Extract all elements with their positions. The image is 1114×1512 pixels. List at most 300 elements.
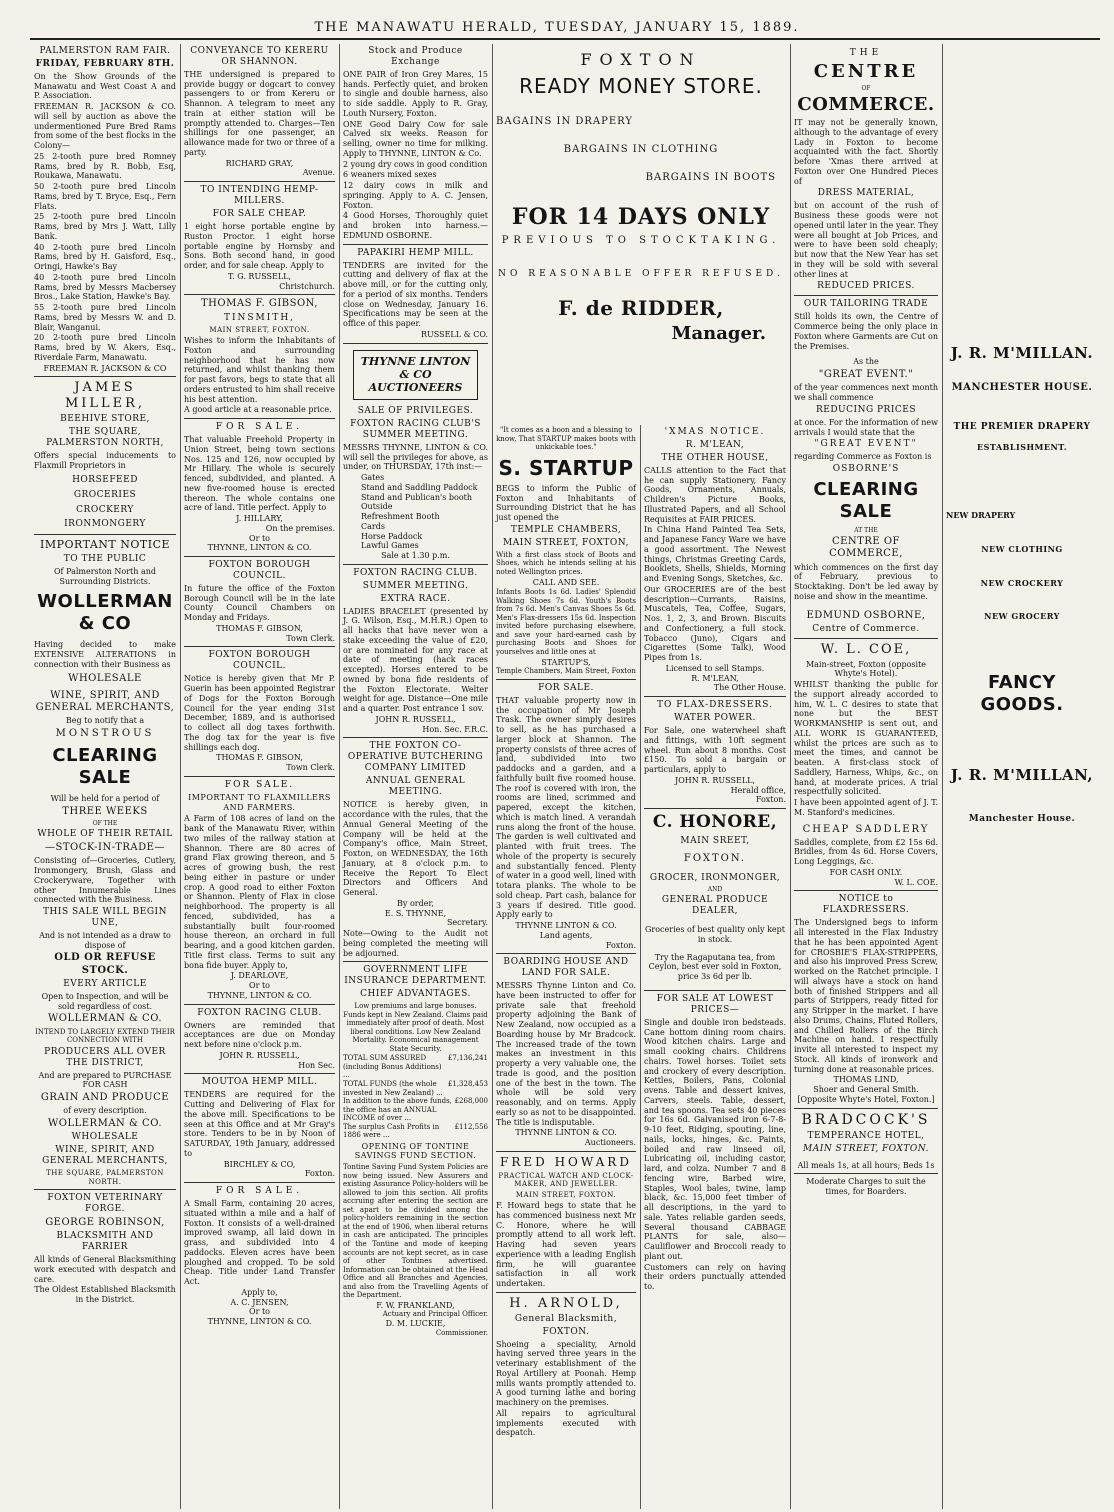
ram-fair-ad xyxy=(34,46,176,373)
ad-text: Commissioner. xyxy=(435,1328,488,1337)
ad-signature: T. G. RUSSELL, xyxy=(227,271,292,281)
lowest-prices-ad xyxy=(644,994,786,1292)
ad-text: Or to xyxy=(249,981,270,991)
ram-lot: 25 2-tooth pure bred Lincoln Rams, bred by Mrs J. Watt, Lilly Bank. xyxy=(34,212,176,241)
ad-subtitle: ESTABLISHMENT. xyxy=(976,442,1068,453)
ad-title: FOR SALE. xyxy=(215,1186,304,1197)
ad-text: In China Hand Painted Tea Sets, and Japanese Fancy Ware we have a good assortment. The Newest things, Christmas Greeting Cards, Booklets, Shells, Shields, Morning and Evening Songs, Sketches, &c. xyxy=(644,525,786,584)
ad-text: On the premises. xyxy=(265,523,335,533)
ad-text: MESSRS THYNNE, LINTON & CO. will sell the privileges for above, as under, on THURSDAY, 17th inst:— xyxy=(343,442,488,472)
ad-title: FOXTON RACING CLUB. xyxy=(353,567,478,578)
hemp-millers-ad xyxy=(184,185,335,291)
ad-subtitle: SUMMER MEETING. xyxy=(362,580,469,591)
ad-subtitle: REDUCED PRICES. xyxy=(817,281,915,292)
moutoa-ad xyxy=(184,1077,335,1179)
ad-title: PAPAKIRI HEMP MILL. xyxy=(357,247,474,258)
ad-subtitle: "GREAT EVENT." xyxy=(818,369,914,381)
ad-text: And is not intended as a draw to dispose of xyxy=(39,930,171,950)
ad-signature: E. S. THYNNE, xyxy=(384,908,447,918)
bradcock-ad xyxy=(794,1112,938,1197)
ram-lot: 50 2-tooth pure bred Lincoln Rams, bred by T. Bryce, Esq., Fern Flats. xyxy=(34,182,176,211)
column-4b xyxy=(640,425,790,1509)
ad-title: FOXTON BOROUGH COUNCIL. xyxy=(208,560,311,581)
list-item: ONE Good Dairy Cow for sale Calved six weeks. Reason for selling, owner no time for milking. Apply to THYNNE, LINTON & Co. xyxy=(343,119,488,158)
ad-text: All meals 1s, at all hours; Beds 1s xyxy=(797,1160,935,1170)
ad-title: 'XMAS NOTICE. xyxy=(664,427,766,437)
ad-subtitle: R. M'LEAN, xyxy=(685,439,745,450)
ad-text: Beg to notify that a xyxy=(65,716,145,726)
ad-address: Foxton. xyxy=(605,940,636,950)
store-name: READY MONEY STORE. xyxy=(519,73,763,98)
ad-text: And are prepared to PURCHASE FOR CASH xyxy=(38,1070,172,1090)
firm-name: WOLLERMAN & CO xyxy=(37,591,173,635)
masthead-rule xyxy=(30,38,1100,40)
ad-text: Moderate Charges to suit the times, for Boarders. xyxy=(806,1177,926,1197)
row-label: The surplus Cash Profits in 1886 were ... xyxy=(343,1122,440,1140)
ad-text: Will be held for a period of xyxy=(50,793,160,803)
logo-text: AUCTIONEERS xyxy=(368,381,463,395)
list-item: Outside xyxy=(361,502,393,512)
arnold-ad xyxy=(496,1296,636,1438)
papakiri-ad xyxy=(343,248,488,340)
ad-subtitle: General Blacksmith, xyxy=(514,1313,618,1324)
ad-text: WHILST thanking the public for the support already accorded to him, W. L. C desires to state that none but the BEST WORKMANSHIP is sent out, and ALL WORK IS GUARANTEED, whilst the prices are such as to meet the times, and cannot be beaten. A first-class stock of Saddlery, Harness, Whips, &c., on hand, at moderate prices. A trial respectfully solicited. xyxy=(794,680,938,797)
ad-text: of the year commences next month we shall commence xyxy=(794,383,938,403)
ad-title: MOUTOA HEMP MILL. xyxy=(201,1077,318,1088)
ad-signature: JOHN R. RUSSELL, xyxy=(375,714,456,724)
ad-text: Infants Boots 1s 6d. Ladies' Splendid Walking Shoes 7s 6d. Youth's Boots from 7s 6d. Men's Canvas Shoes 5s 6d. Men's Flax-dressers 15s 6d. Inspection invited before purchasing elsewhere, and save your hard-earned cash by purchasing Boots and Shoes for yourselves and little ones at xyxy=(496,588,636,656)
stock-exchange-ad xyxy=(343,46,488,241)
ad-address: MAIN STREET, FOXTON. xyxy=(209,325,310,334)
list-item: Lawful Games xyxy=(361,541,419,551)
ad-text: Hon Sec. xyxy=(298,1060,335,1070)
miller-ad xyxy=(34,380,176,530)
ad-text: Or to xyxy=(249,533,270,543)
ad-text: Licensed to sell Stamps. xyxy=(665,663,765,673)
wollerman-ad xyxy=(34,538,176,1186)
ad-text: but on account of the rush of Business these goods were not opened until later in the year. They were all bought at Job Prices, and were to have been sold cheaply; but now that the New Year has set in they will be sold with several other lines at xyxy=(794,201,938,279)
lind-ad xyxy=(794,894,938,1104)
ad-title: TO FLAX-DRESSERS. xyxy=(657,700,773,711)
ad-text: TENDERS are required for the Cutting and Delivering of Flax for the above mill. Specifications to be seen at this Office and at Mr Gray's store. Tenders to be in by Noon of SATURDAY, 19th January, addressed to xyxy=(184,1090,335,1158)
list-item: 12 dairy cows in milk and springing. Apply to A. C. Jensen, Foxton. xyxy=(343,181,488,210)
ad-subtitle: TEMPERANCE HOTEL, xyxy=(807,1130,925,1141)
ad-subtitle: THE PREMIER DRAPERY xyxy=(953,422,1091,433)
forge-ad xyxy=(34,1193,176,1305)
table-row xyxy=(343,1123,488,1140)
ad-text: Still holds its own, the Centre of Commerce being the only place in Foxton where Garments are Cut on the Premises. xyxy=(794,312,938,351)
ad-text: Groceries of best quality only kept in stock. xyxy=(645,925,785,944)
ad-subtitle: CENTRE OF COMMERCE, xyxy=(829,536,903,560)
ad-title: H. ARNOLD, xyxy=(509,1295,623,1311)
ad-title: FOR SALE. xyxy=(538,682,594,693)
honore-ad xyxy=(644,812,786,982)
row-label: In addition to the above funds, the office has an ANNUAL INCOME of over ... xyxy=(343,1097,452,1123)
ad-address: Temple Chambers, Main Street, Foxton xyxy=(496,667,636,676)
ad-address: Foxton. xyxy=(755,795,786,805)
ad-subtitle: WATER POWER. xyxy=(674,713,756,724)
cooperative-ad xyxy=(343,741,488,958)
ad-subtitle: THIS SALE WILL BEGIN UNE, xyxy=(43,907,167,928)
ad-title: FOR SALE. xyxy=(215,422,304,433)
ad-text: OF xyxy=(861,84,871,92)
ad-text: Tontine Saving Fund System Policies are now being issued. New Assurers and existing Assurance Policy-holders will be allowed to join this section. All profits accruing after entering the section are set apart to be divided among the policy-holders remaining in the section at the end of 1906, when liberal returns in cash are anticipated. The principles of the Tontine and mode of keeping accounts are not kept secret, as in case of other Tontines advertised. Information can be obtained at the Head Office and all Branches and Agencies, and also from the Travelling Agents of the Department. xyxy=(343,1163,488,1300)
ad-subtitle: TINSMITH, xyxy=(223,312,296,323)
ad-address: MAIN SREET, xyxy=(680,835,750,846)
howard-ad xyxy=(496,1155,636,1289)
conveyance-ad xyxy=(184,46,335,178)
ad-subtitle: NEW DRAPERY xyxy=(946,510,1016,521)
ad-title: BOARDING HOUSE AND LAND FOR SALE. xyxy=(503,957,629,979)
ad-text: Town Clerk. xyxy=(286,763,335,773)
ad-text: Offers special inducements to Flaxmill Proprietors in xyxy=(34,451,176,470)
ad-text: All repairs to agricultural implements executed with despatch. xyxy=(496,1408,636,1438)
sale-ad-2 xyxy=(184,780,335,1001)
ad-signature: THYNNE, LINTON & CO. xyxy=(207,543,312,553)
startup-ad xyxy=(496,426,636,676)
list-item: Stand and Publican's booth xyxy=(361,492,473,502)
list-item: Cards xyxy=(361,521,385,531)
list-item: Horse Paddock xyxy=(361,531,423,541)
ad-subtitle: OPENING OF TONTINE SAVINGS FUND SECTION. xyxy=(354,1141,477,1161)
ad-text: Customers can rely on having their orders punctually attended to. xyxy=(644,1262,786,1292)
ad-text: CALLS attention to the Fact that he can supply Stationery, Fancy Goods, Ornaments, Annuals, Children's Picture Books, Illustrated Papers, and all School Requisites at FAIR PRICES. xyxy=(644,465,786,524)
ad-signature: STARTUP'S, xyxy=(541,657,591,667)
ad-signature: J. HILLARY, xyxy=(236,514,283,523)
ad-text: Notice is hereby given that Mr P. Guerin has been appointed Registrar of Dogs for the Foxton Borough Council for the year ending 31st December, 1889, and is authorised to collect all dog taxes forthwith. The dog tax for the year is five shillings each dog. xyxy=(184,674,335,752)
ad-text: Owners are reminded that acceptances are due on Monday next before nine o'clock p.m. xyxy=(184,1020,335,1050)
borough-council-ad-2 xyxy=(184,650,335,772)
ad-subtitle: EVERY ARTICLE xyxy=(63,978,147,989)
list-item: 4 Good Horses, Thoroughly quiet and broken into harness.—EDMUND OSBORNE. xyxy=(343,211,488,240)
ad-signature: F. W. FRANKLAND, xyxy=(376,1300,455,1310)
ready-money-store-ad xyxy=(492,44,790,424)
ad-text: Our GROCERIES are of the best description—Currants, Raisins, Muscatels, Tea, Coffee, Sugars, Nos. 1, 2, 3, and Brown. Biscuits and Confectionery, a full stock. Tobacco (Juno), Cigars and Cigarettes (Some Talk), Wood Pipes from 1s. xyxy=(644,584,786,663)
ad-text: Saddles, complete, from £2 15s 6d. Bridles, from 4s 6d. Horse Covers, Long Leggings, &c. xyxy=(794,837,938,867)
ad-signature: WOLLERMAN & CO. xyxy=(48,1013,162,1025)
ad-title: FRED HOWARD xyxy=(500,1154,632,1169)
ad-text: Herald office, xyxy=(730,785,786,795)
ad-text: CALL AND SEE. xyxy=(532,577,600,587)
row-label: TOTAL FUNDS (the whole invested in New Zealand) ... xyxy=(343,1079,443,1097)
ad-signature: THYNNE, LINTON & CO. xyxy=(207,990,312,1000)
ad-text: In future the office of the Foxton Borough Council will be in the late County Council Chambers on Monday and Fridays. xyxy=(184,583,335,623)
ad-text: Note—Owing to the Audit not being completed the meeting will be adjourned. xyxy=(343,929,488,958)
ad-text: Having decided to make EXTENSIVE ALTERATIONS in connection with their Business as xyxy=(34,640,176,669)
ad-address: Main-street, Foxton (opposite Whyte's Hotel). xyxy=(805,659,927,679)
column-2 xyxy=(180,44,339,1509)
list-item: ONE PAIR of Iron Grey Mares, 15 hands. Perfectly quiet, and broken to single and double harness, also to side saddle. Apply to R. Gray, Louth Nursery, Foxton. xyxy=(343,69,488,118)
ad-title: CONVEYANCE TO KERERU OR SHANNON. xyxy=(190,46,329,67)
clearing-sale-heading: CLEARING SALE xyxy=(52,744,158,788)
ad-text: IT may not be generally known, although to the advantage of every Lady in Foxton to become acquainted with the fact. Shortly before 'Xmas there arrived at Foxton over One Hundred Pieces of xyxy=(794,118,938,186)
ad-signature: THOMAS F. GIBSON, xyxy=(216,623,303,633)
ad-subtitle: NEW CROCKERY xyxy=(980,577,1064,588)
sale-ad-1 xyxy=(184,422,335,553)
row-value: £112,556 xyxy=(454,1122,488,1131)
ad-subtitle: FOR SALE CHEAP. xyxy=(212,209,307,220)
ad-subtitle: OUR TAILORING TRADE xyxy=(803,299,929,310)
ad-text: Apply to, xyxy=(241,1287,278,1297)
privileges-list xyxy=(343,473,488,551)
ad-signature: JOHN R. RUSSELL, xyxy=(675,775,755,785)
ad-title: SALE OF PRIVILEGES. xyxy=(357,405,474,416)
ad-signature: THYNNE LINTON & CO. xyxy=(515,921,617,931)
ad-text: Of Palmerston North and Surrounding Districts. xyxy=(54,566,156,586)
ram-lot: 55 2-tooth pure bred Lincoln Rams, bred by Messrs W. and D. Blair, Wanganui. xyxy=(34,303,176,332)
ad-subtitle: DRESS MATERIAL, xyxy=(817,188,915,199)
ad-text: For Sale, one waterwheel shaft and fittings, with 10ft segment wheel. Run about 8 months. Cost £150. To sold a bargain or particulars, apply to xyxy=(644,726,786,775)
ad-text: THE xyxy=(849,48,883,58)
ad-text: FOR CASH ONLY. xyxy=(829,867,903,877)
ad-subtitle: BEEHIVE STORE, xyxy=(60,414,150,425)
racing-club-summer-ad xyxy=(343,568,488,735)
ad-title: W. L. COE, xyxy=(820,641,912,657)
ram-lot: 40 2-tooth pure bred Lincoln Rams, bred by H. Gaisford, Esq., Oringi, Hawke's Bay xyxy=(34,242,176,272)
column-4a xyxy=(492,425,640,1509)
ad-text: which commences on the first day of February, previous to Stocktaking. Don't be led away by noise and show in the meantime. xyxy=(794,562,938,601)
clearing-sale-heading: CLEARING SALE xyxy=(813,478,919,522)
ad-text: AND xyxy=(707,885,723,893)
column-6 xyxy=(942,44,1102,1509)
row-value: £268,000 xyxy=(454,1097,488,1106)
promo-heading: FOR 14 DAYS ONLY xyxy=(511,204,771,231)
ad-subtitle: MANCHESTER HOUSE. xyxy=(951,382,1093,394)
ad-subtitle: THREE WEEKS xyxy=(62,805,148,817)
insurance-table xyxy=(343,1054,488,1139)
list-item: GROCERIES xyxy=(73,489,137,500)
firm-name: J. R. M'MILLAN, xyxy=(950,766,1094,785)
ad-text: Hon. Sec. F.R.C. xyxy=(422,724,488,734)
ad-address: THE SQUARE, PALMERSTON NORTH. xyxy=(46,1169,164,1186)
ad-subtitle: NEW GROCERY xyxy=(984,611,1060,622)
ad-signature: THOMAS LIND, xyxy=(833,1075,899,1085)
ad-signature: JOHN R. RUSSELL, xyxy=(219,1050,300,1060)
ad-text: Shoeing a speciality, Arnold having served three years in the veterinary establishment of the Royal Artillery at Poonah. Hemp mills wants promptly attended to. A good turning lathe and boring machinery on the premises. xyxy=(496,1339,636,1408)
gibson-ad xyxy=(184,298,335,415)
ad-signature: R. M'LEAN, xyxy=(691,673,739,683)
ad-text: THAT valuable property now in the occupation of Mr Joseph Trask. The owner simply desires to sell, as he has purchased a larger block at Shannon. The property consists of three acres of land, subdivided into two paddocks and a garden, and a faithfully built five roomed house. The roof is covered with iron, the rooms are lined, scrimmed and papered, except the kitchen, which is match lined. A verandah runs along the front of the house. The garden is well cultivated and planted with fruit trees. The whole of the property is securely and substantially fenced. Plenty of water in a good well, lined with totara planks. The whole to be sold cheap. Part cash, balance for 3 years if desired. Title good. Apply early to xyxy=(496,695,636,920)
ad-signature: W. L. COE. xyxy=(894,877,938,887)
list-item: Gates xyxy=(361,473,385,483)
ad-subtitle: WINE, SPIRIT, AND GENERAL MERCHANTS, xyxy=(42,1145,168,1167)
ad-subtitle: PRODUCERS ALL OVER THE DISTRICT, xyxy=(44,1046,166,1068)
ad-title: FOR SALE. xyxy=(224,779,295,790)
ad-subtitle: GEORGE ROBINSON, xyxy=(45,1217,165,1229)
ad-title: TO INTENDING HEMP-MILLERS. xyxy=(200,185,319,207)
ad-signature: F. de RIDDER, xyxy=(558,296,724,321)
ad-text: MESSRS Thynne Linton and Co. have been instructed to offer for private sale that freehold property adjoining the Bank of New Zealand, now occupied as a Boarding house by Mr Bradcock. The increased trade of the town makes an investment in this property a very valuable one, the trade is good, and the position one of the best in the town. The whole will be sold very reasonably, and on terms. Apply early so as not to be disappointed. The title is indisputable. xyxy=(496,981,636,1127)
ad-text: Open to Inspection, and will be sold regardless of cost. xyxy=(41,991,169,1011)
ad-title: S. STARTUP xyxy=(498,455,634,480)
ad-signature: THOMAS F. GIBSON, xyxy=(216,753,303,763)
table-row xyxy=(343,1097,488,1123)
ad-address: THE SQUARE, PALMERSTON NORTH, xyxy=(46,427,164,449)
ad-title: C. HONORE, xyxy=(652,812,778,833)
ad-title: FOXTON xyxy=(580,50,702,69)
ad-title: FANCY GOODS. xyxy=(980,672,1064,716)
ad-signature: EDMUND OSBORNE, xyxy=(806,609,926,621)
row-value: £1,328,453 xyxy=(447,1079,488,1088)
ad-text: That valuable Freehold Property in Union Street, being town sections Nos. 125 and 126, now occupied by Mr Hillary. The whole is securely fenced, subdivided, and planted. A new five-roomed house is erected thereon. The whole contains one acre of land. Title perfect. Apply to xyxy=(184,435,335,513)
firm-name: J. R. M'MILLAN. xyxy=(950,344,1094,362)
flax-dressers-ad xyxy=(644,700,786,805)
ad-text: Secretary. xyxy=(446,918,488,928)
ad-address: [Opposite Whyte's Hotel, Foxton.] xyxy=(797,1094,935,1104)
ad-title: FOXTON VETERINARY FORGE. xyxy=(47,1193,163,1215)
ad-text: Land agents, xyxy=(539,930,593,940)
coe-ad xyxy=(794,642,938,888)
ad-signature: FREEMAN R. JACKSON & CO xyxy=(43,363,167,373)
ad-subtitle: MONSTROUS xyxy=(55,727,155,739)
ad-signature: Manager. xyxy=(671,322,766,344)
masthead: THE MANAWATU HERALD, TUESDAY, JANUARY 15, 1889. xyxy=(314,20,800,35)
life-insurance-ad xyxy=(343,965,488,1337)
ad-signature: D. M. LUCKIE, xyxy=(385,1318,446,1328)
ad-text: regarding Commerce as Foxton is xyxy=(794,452,932,462)
ad-title: PALMERSTON RAM FAIR. xyxy=(39,46,171,56)
ad-subtitle: Manchester House. xyxy=(968,814,1076,825)
ad-signature: WOLLERMAN & CO. xyxy=(48,1117,162,1129)
ad-text: The Oldest Established Blacksmith in the District. xyxy=(34,1285,176,1305)
row-value: £7,136,241 xyxy=(447,1054,488,1063)
table-row xyxy=(343,1054,488,1080)
list-item: Refreshment Booth xyxy=(361,512,440,522)
auctioneers-logo xyxy=(353,350,478,400)
ad-text: at once. For the information of new arrivals I would state that the xyxy=(794,417,938,437)
ad-text: INTEND TO LARGELY EXTEND THEIR CONNECTION WITH xyxy=(35,1027,175,1045)
ad-subtitle: CHEAP SADDLERY xyxy=(802,823,930,835)
ad-address: MAIN STREET, FOXTON. xyxy=(803,1143,929,1154)
ad-text: I have been appointed agent of J. T. M. Stanford's medicines. xyxy=(794,798,938,817)
ad-subtitle: WHOLESALE xyxy=(68,673,142,685)
column-1 xyxy=(30,44,180,1509)
ad-text: A Small Farm, containing 20 acres, situated within a mile and a half of Foxton. It consists of a well-drained improved swamp, all laid down in grass, and subdivided into 4 paddocks. Eleven acres have been ploughed and cropped. To be sold Cheap. Title under Land Transfer Act. xyxy=(184,1199,335,1286)
ad-title: GOVERNMENT LIFE INSURANCE DEPARTMENT. xyxy=(344,965,487,987)
ad-subtitle: WINE, SPIRIT, AND GENERAL MERCHANTS, xyxy=(35,689,175,713)
ad-signature: J. DEARLOVE, xyxy=(230,971,289,981)
racing-club-ad xyxy=(184,1008,335,1071)
ram-lot: 40 2-tooth pure bred Lincoln Rams, bred by Messrs Macbersey Bros., Lake Station, Hawke's Bay. xyxy=(34,272,176,302)
ad-address: FOXTON. xyxy=(683,852,747,864)
ad-title xyxy=(946,344,1098,362)
ad-subtitle: PREVIOUS TO STOCKTAKING. xyxy=(501,235,781,247)
ad-title: FOXTON RACING CLUB. xyxy=(197,1007,322,1018)
list-item: HORSEFEED xyxy=(72,474,138,485)
ad-text: Centre of Commerce. xyxy=(812,623,920,634)
ad-address: MAIN STREET, FOXTON. xyxy=(515,1190,617,1199)
ad-text: Shoer and General Smith. xyxy=(813,1085,919,1095)
ad-title: BRADCOCK'S xyxy=(801,1111,931,1128)
ad-subtitle: GRAIN AND PRODUCE xyxy=(40,1092,170,1103)
ram-lot: 25 2-tooth pure bred Romney Rams, bred by R. Bobb, Esq, Roukawa, Manawatu. xyxy=(34,151,176,181)
ad-address: Avenue. xyxy=(302,168,335,178)
ad-subtitle: FOXTON RACING CLUB'S SUMMER MEETING. xyxy=(350,418,481,440)
ad-signature: RICHARD GRAY, xyxy=(225,158,294,168)
column-3 xyxy=(339,44,492,1509)
ad-subtitle: GROCER, IRONMONGER, xyxy=(649,872,781,883)
logo-text: THYNNE LINTON & CO xyxy=(360,354,471,382)
ad-title: THE FOXTON CO-OPERATIVE BUTCHERING COMPANY LIMITED xyxy=(347,741,484,774)
list-item: IRONMONGERY xyxy=(64,519,146,530)
ad-title: NOTICE to FLAXDRESSERS. xyxy=(822,894,910,916)
bargain-line: BARGAINS IN BOOTS xyxy=(645,172,776,184)
list-item: CROCKERY xyxy=(76,504,134,515)
row-label: TOTAL SUM ASSURED (including Bonus Additions) ... xyxy=(343,1054,442,1080)
ad-text: Single and double iron bedsteads. Cane bottom dining room chairs. Wood kitchen chairs. Large and small cooking chairs. Childrens chairs. Towel horses. Toilet sets and crockery of every description. Kettles, Boilers, Pans, Colonial ovens. Table and dessert knives, Carvers, steels. Table, dessert, and tea spoons. Tea sets 40 pieces for 16s 6d. Galvanised iron 6-7-8-9-10 feet, Ridging, spouting, line, nails, locks, hinges, &c. Paints, boiled and raw linseed oil, Lubricating oil, including castor, lard, and colza. Number 7 and 8 fencing wire, Barbed wire, Staples, Wool bales, twine, lamp black, &c. 15,000 feet timber of all descriptions, in the yard to sale. Yates reliable garden seeds, Several thousand CABBAGE PLANTS for sale, also—Cauliflower and Broccoli ready to plant out. xyxy=(644,1017,786,1261)
ad-text: On the Show Grounds of the Manawatu and West Coast A and P. Association. xyxy=(34,71,176,101)
ad-text: As the xyxy=(853,357,879,367)
ad-subtitle: OLD OR REFUSE STOCK. xyxy=(54,952,156,976)
ad-text: All kinds of General Blacksmithing work executed with despatch and care. xyxy=(34,1255,176,1284)
ad-subtitle: CHIEF ADVANTAGES. xyxy=(360,989,471,1000)
ad-address: Christchurch. xyxy=(279,281,335,291)
bargain-line: BARGAINS IN CLOTHING xyxy=(563,144,719,156)
boarding-house-ad xyxy=(496,957,636,1148)
ad-signature: THYNNE, LINTON & CO. xyxy=(207,1317,312,1326)
ad-text: LADIES BRACELET (presented by J. G. Wilson, Esq., M.H.R.) Open to all hacks that have never won a stake exceeding the value of £20, or are nominated for any race at date of meeting (hack races excepted). Horses entered to be owned by bona fide residents of the Foxton Electorate. Welter weight for age. Distance—One mile and a quarter. Post entrance 1 sov. xyxy=(343,606,488,714)
ad-date: FRIDAY, FEBRUARY 8TH. xyxy=(35,58,175,69)
list-item: 6 weaners mixed sexes xyxy=(343,170,437,180)
ad-subtitle: EXTRA RACE. xyxy=(380,593,451,604)
table-row xyxy=(343,1080,488,1097)
ad-text: Low premiums and large bonuses. Funds kept in New Zealand. Claims paid immediately after proof of death. Most liberal conditions. Low New Zealand Mortality. Economical management State Security. xyxy=(343,1002,488,1053)
ad-quote: "It comes as a boon and a blessing to know, That STARTUP makes boots with unkickable toes." xyxy=(496,426,636,452)
ad-text: OF THE xyxy=(92,819,118,827)
ad-subtitle: GENERAL PRODUCE DEALER, xyxy=(661,895,769,917)
ad-subtitle: PRACTICAL WATCH AND CLOCK-MAKER, AND JEWELLER. xyxy=(498,1171,634,1189)
ad-subtitle: NEW CLOTHING xyxy=(981,543,1063,554)
ad-signature: A. C. JENSEN, xyxy=(230,1297,289,1307)
ad-signature: THYNNE LINTON & CO. xyxy=(515,1128,617,1138)
ad-text: Or to xyxy=(249,1307,270,1317)
list-item: 2 young dry cows in good condition xyxy=(343,159,488,169)
ad-text: By order, xyxy=(397,898,434,908)
ad-text: TENDERS are invited for the cutting and delivery of flax at the above mill, or for the cutting only, for a period of six months. Tenders close on Wednesday, January 16. Specifications may be seen at the office of this paper. xyxy=(343,260,488,329)
ram-lot: 20 2-tooth pure bred Lincoln Rams, bred by W. Akers, Esq., Riverdale Farm, Manawatu. xyxy=(34,333,176,362)
list-item: Stand and Saddling Paddock xyxy=(361,482,478,492)
ad-subtitle: THE OTHER HOUSE, xyxy=(661,452,769,463)
ad-subtitle: ANNUAL GENERAL MEETING. xyxy=(365,776,466,798)
ad-subtitle: TEMPLE CHAMBERS, xyxy=(510,524,622,535)
sale-ad-3 xyxy=(184,1186,335,1327)
ad-subtitle: OSBORNE'S xyxy=(832,463,900,474)
ad-subtitle: IMPORTANT TO FLAXMILLERS AND FARMERS. xyxy=(188,792,331,812)
ad-subtitle: BLACKSMITH AND FARRIER xyxy=(56,1231,154,1253)
ad-text: A Farm of 108 acres of land on the bank of the Manawatu River, within two miles of the railway station at Shannon. There are 80 acres of grand Flax growing thereon, and 5 acres of growing bush, the rest being either in pasture or under crop. A good road to either Foxton or Shannon. Plenty of Flax in close neighborhood. The property is all fenced, subdivided, has a substantially built four-roomed house thereon, an orchard in full bearing, and a good kitchen garden. Title first class. Terms to suit any bona fide buyer. Apply to, xyxy=(184,814,335,970)
ad-title: CENTRE xyxy=(813,60,919,82)
trask-sale-ad xyxy=(496,683,636,950)
ad-text: F. Howard begs to state that he has commenced business next Mr C. Honore, where he will promptly attend to all work left. Having had seven years experience with a leading English firm, he will guarantee satisfaction in all work undertaken. xyxy=(496,1201,636,1289)
borough-council-ad-1 xyxy=(184,560,335,643)
ad-subtitle: WHOLESALE xyxy=(71,1132,139,1143)
ad-title: IMPORTANT NOTICE xyxy=(39,538,171,552)
ad-text: Actuary and Principal Officer. xyxy=(382,1310,488,1319)
ad-address: Foxton. xyxy=(304,1169,335,1179)
mclean-ad xyxy=(644,427,786,693)
ad-subtitle: NO REASONABLE OFFER REFUSED. xyxy=(498,269,784,280)
ad-text: BEGS to inform the Public of Foxton and Inhabitants of Surrounding District that he has just opened the xyxy=(496,483,636,523)
ad-text: of every description. xyxy=(63,1106,147,1116)
ad-text: 1 eight horse portable engine by Ruston Proctor. 1 eight horse portable engine by Hornsby and Sons. Both second hand, in good order, and for sale cheap. Apply to xyxy=(184,222,335,271)
centre-of-commerce-ad xyxy=(794,48,938,635)
bargain-line: BAGAINS IN DRAPERY xyxy=(496,115,634,127)
ad-subtitle: WHOLE OF THEIR RETAIL xyxy=(37,829,173,840)
ad-title: THOMAS F. GIBSON, xyxy=(201,298,318,310)
column-5 xyxy=(790,44,942,1509)
ad-text: THE undersigned is prepared to provide buggy or dogcart to convey passengers to or from Kereru or Shannon. A telegram to meet any train at either station will be promptly attended to. Charges—Ten shillings for one passenger, an allowance made for two or three of a party. xyxy=(184,69,335,157)
ad-subtitle: —STOCK-IN-TRADE— xyxy=(45,842,165,854)
